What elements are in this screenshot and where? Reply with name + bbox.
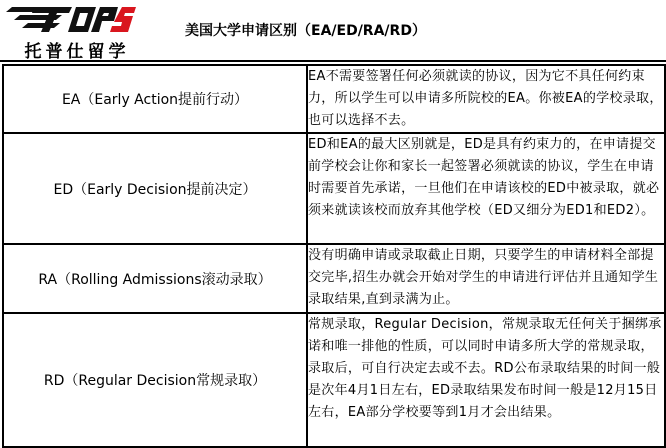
description-cell: EA不需要签署任何必须就读的协议，因为它不具任何约束力，所以学生可以申请多所院校的EA。你被EA的学校录取，也可以选择不去。 <box>307 65 665 133</box>
description-cell: ED和EA的最大区别就是，ED是具有约束力的，在申请提交前学校会让你和家长一起签署必须就读的协议，学生在申请时需要首先承诺，一旦他们在申请该校的ED中被录取，就必须来就读该校而放弃其他学校（ED又细分为ED1和ED2）。 <box>307 133 665 244</box>
table-row <box>3 244 665 313</box>
tops-logo-mark <box>6 4 136 34</box>
document-header <box>0 0 666 62</box>
description-cell: 没有明确申请或录取截止日期，只要学生的申请材料全部提交完毕,招生办就会开始对学生的申请进行评估并且通知学生录取结果,直到录满为止。 <box>307 244 665 313</box>
term-cell: RA（Rolling Admissions滚动录取） <box>3 244 307 313</box>
document-title: 美国大学申请区别（EA/ED/RA/RD） <box>185 23 426 39</box>
description-cell: 常规录取，Regular Decision，常规录取无任何关于捆绑承诺和唯一排他的性质，可以同时申请多所大学的常规录取，录取后，可自行决定去或不去。RD公布录取结果的时间一般是次年4月1日左右，ED录取结果发布时间一般是12月15日左右，EA部分学校要等到1月才会出结果。 <box>307 313 665 447</box>
table-row <box>3 133 665 244</box>
term-cell: EA（Early Action提前行动） <box>3 65 307 133</box>
tops-logo <box>6 4 136 62</box>
comparison-table <box>2 64 666 448</box>
term-cell: ED（Early Decision提前决定） <box>3 133 307 244</box>
logo-chinese-text: 托普仕留学 <box>24 42 130 62</box>
table-row <box>3 65 665 133</box>
table-row <box>3 313 665 447</box>
term-cell: RD（Regular Decision常规录取） <box>3 313 307 447</box>
